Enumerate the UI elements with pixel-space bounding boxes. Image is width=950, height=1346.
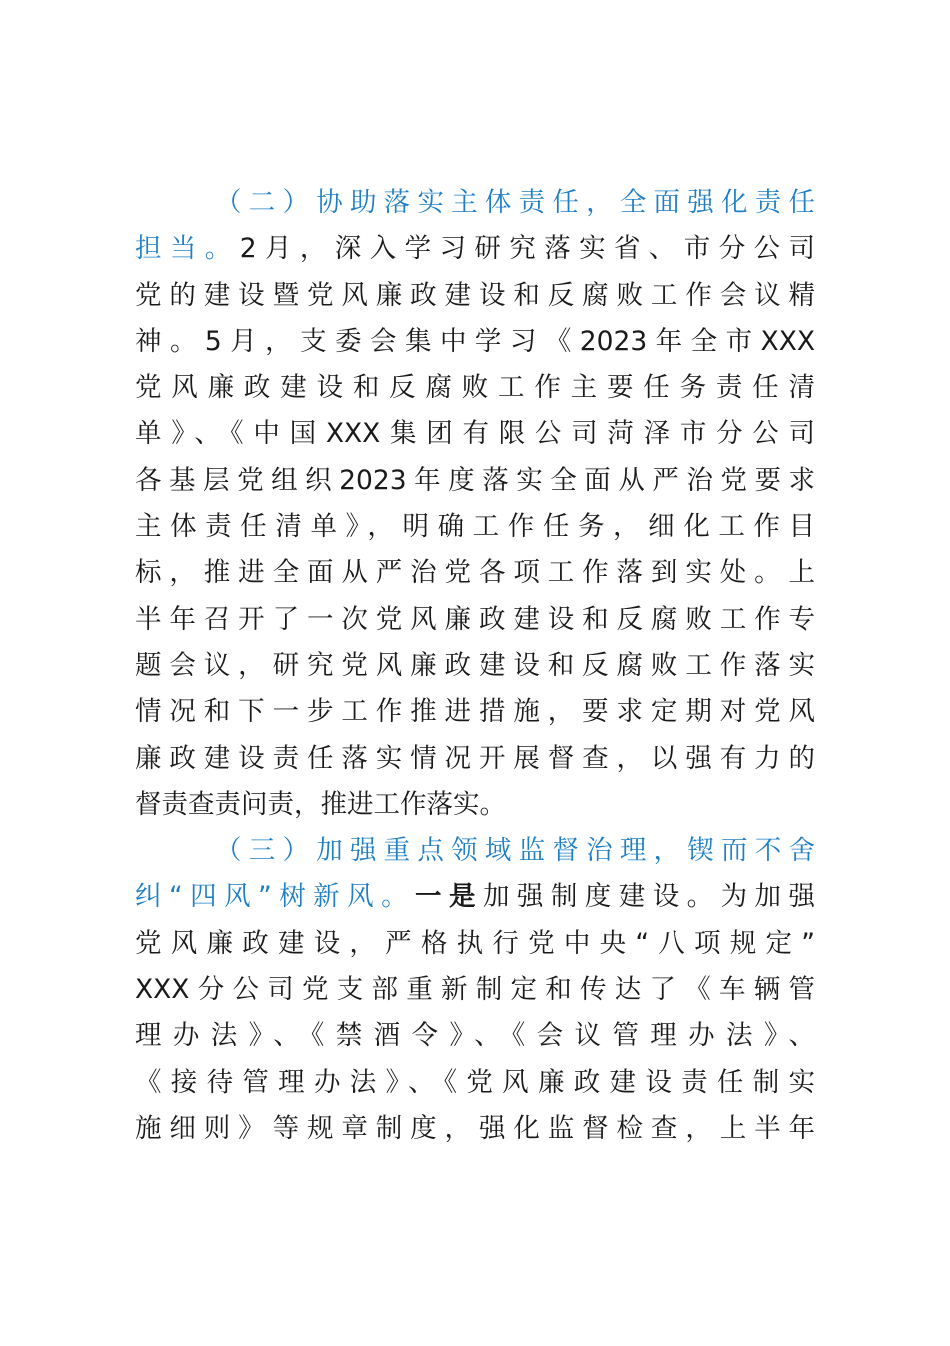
paragraph-line: 廉政建设责任落实情况开展督查，以强有力的 [135, 742, 815, 774]
section-3-heading-line [135, 828, 815, 874]
first-point-label: 一是 [415, 881, 483, 913]
paragraph-line: 主体责任清单》，明确工作任务，细化工作目 [135, 511, 815, 543]
paragraph-line: 标，推进全面从严治党各项工作落到实处。上 [135, 557, 815, 589]
body-text [135, 180, 815, 1152]
section-2-line [135, 226, 815, 272]
paragraph-line: 半年召开了一次党风廉政建设和反腐败工作专 [135, 603, 815, 635]
section-2-heading: （二）协助落实主体责任，全面强化责任 [215, 187, 815, 218]
paragraph-line: 党风廉政建设，严格执行党中央“八项规定” [135, 927, 815, 959]
paragraph-line: 《接待管理办法》、《党风廉政建设责任制实 [135, 1066, 815, 1098]
paragraph-line-last: 督责查责问责，推进工作落实。 [135, 788, 506, 820]
paragraph-line: 施细则》等规章制度，强化监督检查，上半年 [135, 1112, 815, 1144]
paragraph-line: 党的建设暨党风廉政建设和反腐败工作会议精 [135, 279, 815, 311]
paragraph-line: 党风廉政建设和反腐败工作主要任务责任清 [135, 372, 815, 404]
paragraph-line: 神。5月，支委会集中学习《2023年全市XXX [135, 325, 815, 357]
section-3-line [135, 874, 815, 920]
section-2-heading-line [135, 180, 815, 226]
section-3-heading-end: 纠“四风”树新风。 [135, 881, 416, 913]
section-3-heading: （三）加强重点领域监督治理，锲而不舍 [215, 835, 815, 867]
section-2-text: 2月，深入学习研究落实省、市分公司 [239, 233, 815, 265]
paragraph-line: 理办法》、《禁酒令》、《会议管理办法》、 [135, 1020, 815, 1052]
section-2-heading-end: 担当。 [135, 233, 240, 265]
paragraph-line: XXX分公司党支部重新制定和传达了《车辆管 [135, 974, 815, 1006]
paragraph-line: 情况和下一步工作推进措施，要求定期对党风 [135, 696, 815, 728]
paragraph-line: 各基层党组织2023年度落实全面从严治党要求 [135, 464, 815, 496]
paragraph-line: 单》、《中国XXX集团有限公司菏泽市分公司 [135, 418, 815, 450]
section-3-text: 加强制度建设。为加强 [482, 881, 816, 913]
paragraph-line: 题会议，研究党风廉政建设和反腐败工作落实 [135, 649, 815, 681]
